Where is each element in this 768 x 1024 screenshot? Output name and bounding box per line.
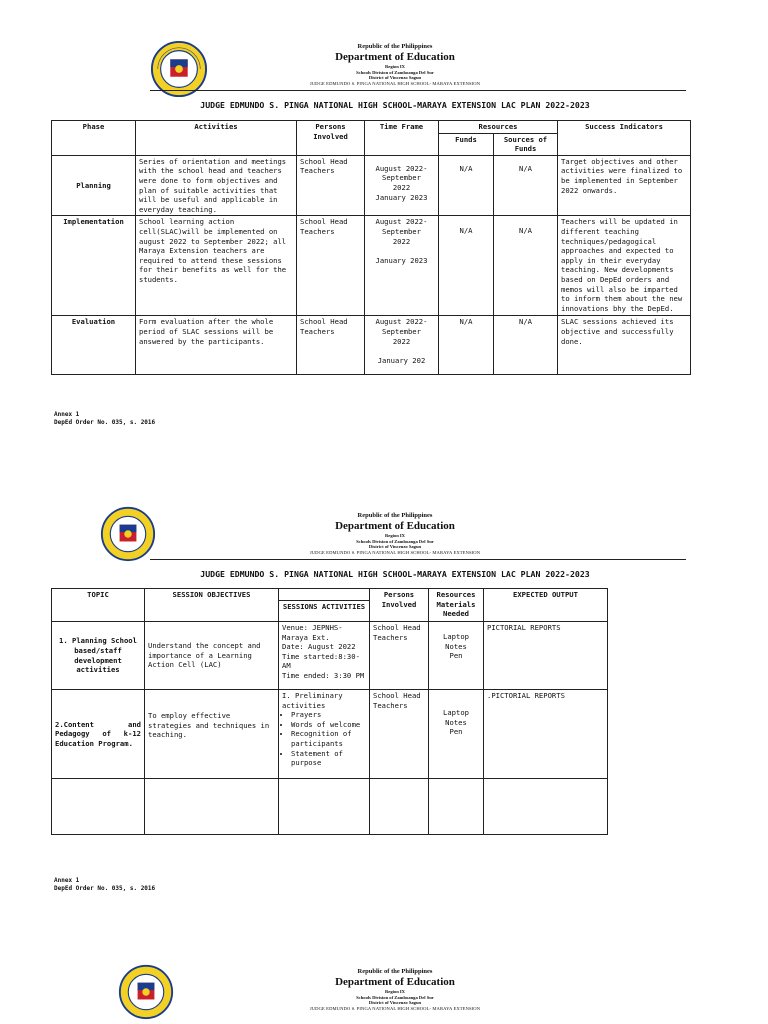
annex-label: Annex 1 <box>54 877 80 884</box>
timeframe-cell: August 2022- September 2022 January 2023 <box>365 155 439 216</box>
empty-cell <box>484 779 608 835</box>
deped-seal-icon <box>100 506 156 562</box>
timeframe-cell: August 2022- September 2022 January 2023 <box>365 216 439 316</box>
division-text: Schools Division of Zamboanga Del Sur <box>356 69 434 75</box>
empty-cell <box>370 779 429 835</box>
output-cell: .PICTORIAL REPORTS <box>484 690 608 779</box>
republic-text: Republic of the Philippines <box>357 968 433 975</box>
resources-cell: Laptop Notes Pen <box>429 622 484 690</box>
district-text: District of Vincenzo Sagun <box>368 75 422 81</box>
header-success-indicators: Success Indicators <box>558 121 691 156</box>
table-row <box>52 155 691 216</box>
empty-cell <box>429 779 484 835</box>
school-name-text: JUDGE EDMUNDO S. PINGA NATIONAL HIGH SCHOOL- MARAYA EXTENSION <box>309 549 481 555</box>
success-cell: Teachers will be updated in different teaching techniques/pedagogical approaches and expected to apply in their everyday teaching. New developments based on DepEd orders and memos will also be imparted to inform them about the new innovations bhy the DepEd. <box>558 216 691 316</box>
timeframe-cell: August 2022- September 2022 January 202 <box>365 316 439 375</box>
sessions-cell <box>279 690 370 779</box>
sources-cell: N/A <box>494 216 558 316</box>
objectives-cell: Understand the concept and importance of a Learning Action Cell (LAC) <box>145 622 279 690</box>
header-funds: Funds <box>439 133 494 155</box>
letterhead <box>230 43 560 86</box>
persons-cell: School Head Teachers <box>297 316 365 375</box>
district-text: District of Vincenzo Sagun <box>368 544 422 550</box>
header-persons-involved: Persons Involved <box>370 589 429 622</box>
republic-text: Republic of the Philippines <box>357 43 433 50</box>
header-phase: Phase <box>52 121 136 156</box>
annex-label: Annex 1 <box>54 411 80 418</box>
success-cell: Target objectives and other activities were finalized to be implemented in September 2022 onwards. <box>558 155 691 216</box>
activities-cell: Series of orientation and meetings with the school head and teachers were done to form objectives and plan of suitable activities that will be useful and applicable in everyday teaching. <box>136 155 297 216</box>
topic-cell: 1. Planning School based/staff development activities <box>52 622 145 690</box>
division-text: Schools Division of Zamboanga Del Sur <box>356 994 434 1000</box>
header-sessions-activities: SESSIONS ACTIVITIES <box>279 601 370 622</box>
preliminary-activities-list <box>282 710 366 768</box>
phase-cell: Planning <box>52 155 136 216</box>
letterhead <box>230 512 560 555</box>
deped-order-label: DepEd Order No. 035, s. 2016 <box>54 885 156 892</box>
success-cell: SLAC sessions achieved its objective and successfully done. <box>558 316 691 375</box>
lac-session-table <box>51 588 608 835</box>
deped-order-label: DepEd Order No. 035, s. 2016 <box>54 419 156 426</box>
empty-cell <box>145 779 279 835</box>
header-sources-of-funds: Sources of Funds <box>494 133 558 155</box>
preliminary-activities-label: I. Preliminary activities <box>282 691 343 710</box>
plan-title: JUDGE EDMUNDO S. PINGA NATIONAL HIGH SCHOOL-MARAYA EXTENSION LAC PLAN 2022-2023 <box>200 569 590 579</box>
activities-cell: Form evaluation after the whole period of SLAC sessions will be answered by the participants. <box>136 316 297 375</box>
department-title: Department of Education <box>335 51 455 63</box>
persons-cell: School Head Teachers <box>370 622 429 690</box>
header-time-frame: Time Frame <box>365 121 439 156</box>
deped-seal-icon <box>118 964 174 1020</box>
header-persons-involved: Persons Involved <box>297 121 365 156</box>
region-text: Region IX <box>384 533 406 538</box>
department-title: Department of Education <box>335 520 455 532</box>
division-text: Schools Division of Zamboanga Del Sur <box>356 538 434 544</box>
school-name-text: JUDGE EDMUNDO S. PINGA NATIONAL HIGH SCHOOL- MARAYA EXTENSION <box>309 80 481 86</box>
annex-note <box>54 411 155 427</box>
activities-cell: School learning action cell(SLAC)will be implemented on august 2022 to September 2022; all Maraya Extension teachers are required to attend these sessions for their benefits as well for the students. <box>136 216 297 316</box>
persons-cell: School Head Teachers <box>297 216 365 316</box>
letterhead <box>230 968 560 1011</box>
header-resources: Resources <box>439 121 558 134</box>
table-row <box>52 779 608 835</box>
department-title: Department of Education <box>335 976 455 988</box>
region-text: Region IX <box>384 989 406 994</box>
sources-cell: N/A <box>494 155 558 216</box>
list-item: • Statement of purpose <box>291 749 366 768</box>
header-divider <box>150 90 686 91</box>
list-item: • Recognition of participants <box>291 729 366 748</box>
annex-note <box>54 877 155 893</box>
header-divider <box>150 559 686 560</box>
header-topic: TOPIC <box>52 589 145 622</box>
header-expected-output: EXPECTED OUTPUT <box>484 589 608 622</box>
school-name-text: JUDGE EDMUNDO S. PINGA NATIONAL HIGH SCHOOL- MARAYA EXTENSION <box>309 1005 481 1011</box>
empty-cell <box>279 779 370 835</box>
table-row <box>52 216 691 316</box>
table-row <box>52 316 691 375</box>
header-resources-materials: Resources Materials Needed <box>429 589 484 622</box>
funds-cell: N/A <box>439 316 494 375</box>
lac-plan-phase-table <box>51 120 691 375</box>
output-cell: PICTORIAL REPORTS <box>484 622 608 690</box>
republic-text: Republic of the Philippines <box>357 512 433 519</box>
sessions-cell: Venue: JEPNHS-Maraya Ext. Date: August 2022 Time started:8:30-AM Time ended: 3:30 PM <box>279 622 370 690</box>
district-text: District of Vincenzo Sagun <box>368 1000 422 1006</box>
funds-cell: N/A <box>439 155 494 216</box>
list-item: • Words of welcome <box>291 720 366 730</box>
plan-title: JUDGE EDMUNDO S. PINGA NATIONAL HIGH SCHOOL-MARAYA EXTENSION LAC PLAN 2022-2023 <box>200 100 590 110</box>
table-row <box>52 622 608 690</box>
empty-cell <box>52 779 145 835</box>
header-session-objectives: SESSION OBJECTIVES <box>145 589 279 622</box>
region-text: Region IX <box>384 64 406 69</box>
persons-cell: School Head Teachers <box>370 690 429 779</box>
sources-cell: N/A <box>494 316 558 375</box>
phase-cell: Evaluation <box>52 316 136 375</box>
resources-cell: Laptop Notes Pen <box>429 690 484 779</box>
topic-cell: 2.Content and Pedagogy of k-12 Education Program. <box>52 690 145 779</box>
persons-cell: School Head Teachers <box>297 155 365 216</box>
table-row <box>52 690 608 779</box>
objectives-cell: To employ effective strategies and techniques in teaching. <box>145 690 279 779</box>
phase-cell: Implementation <box>52 216 136 316</box>
funds-cell: N/A <box>439 216 494 316</box>
list-item: • Prayers <box>291 710 366 720</box>
header-activities: Activities <box>136 121 297 156</box>
